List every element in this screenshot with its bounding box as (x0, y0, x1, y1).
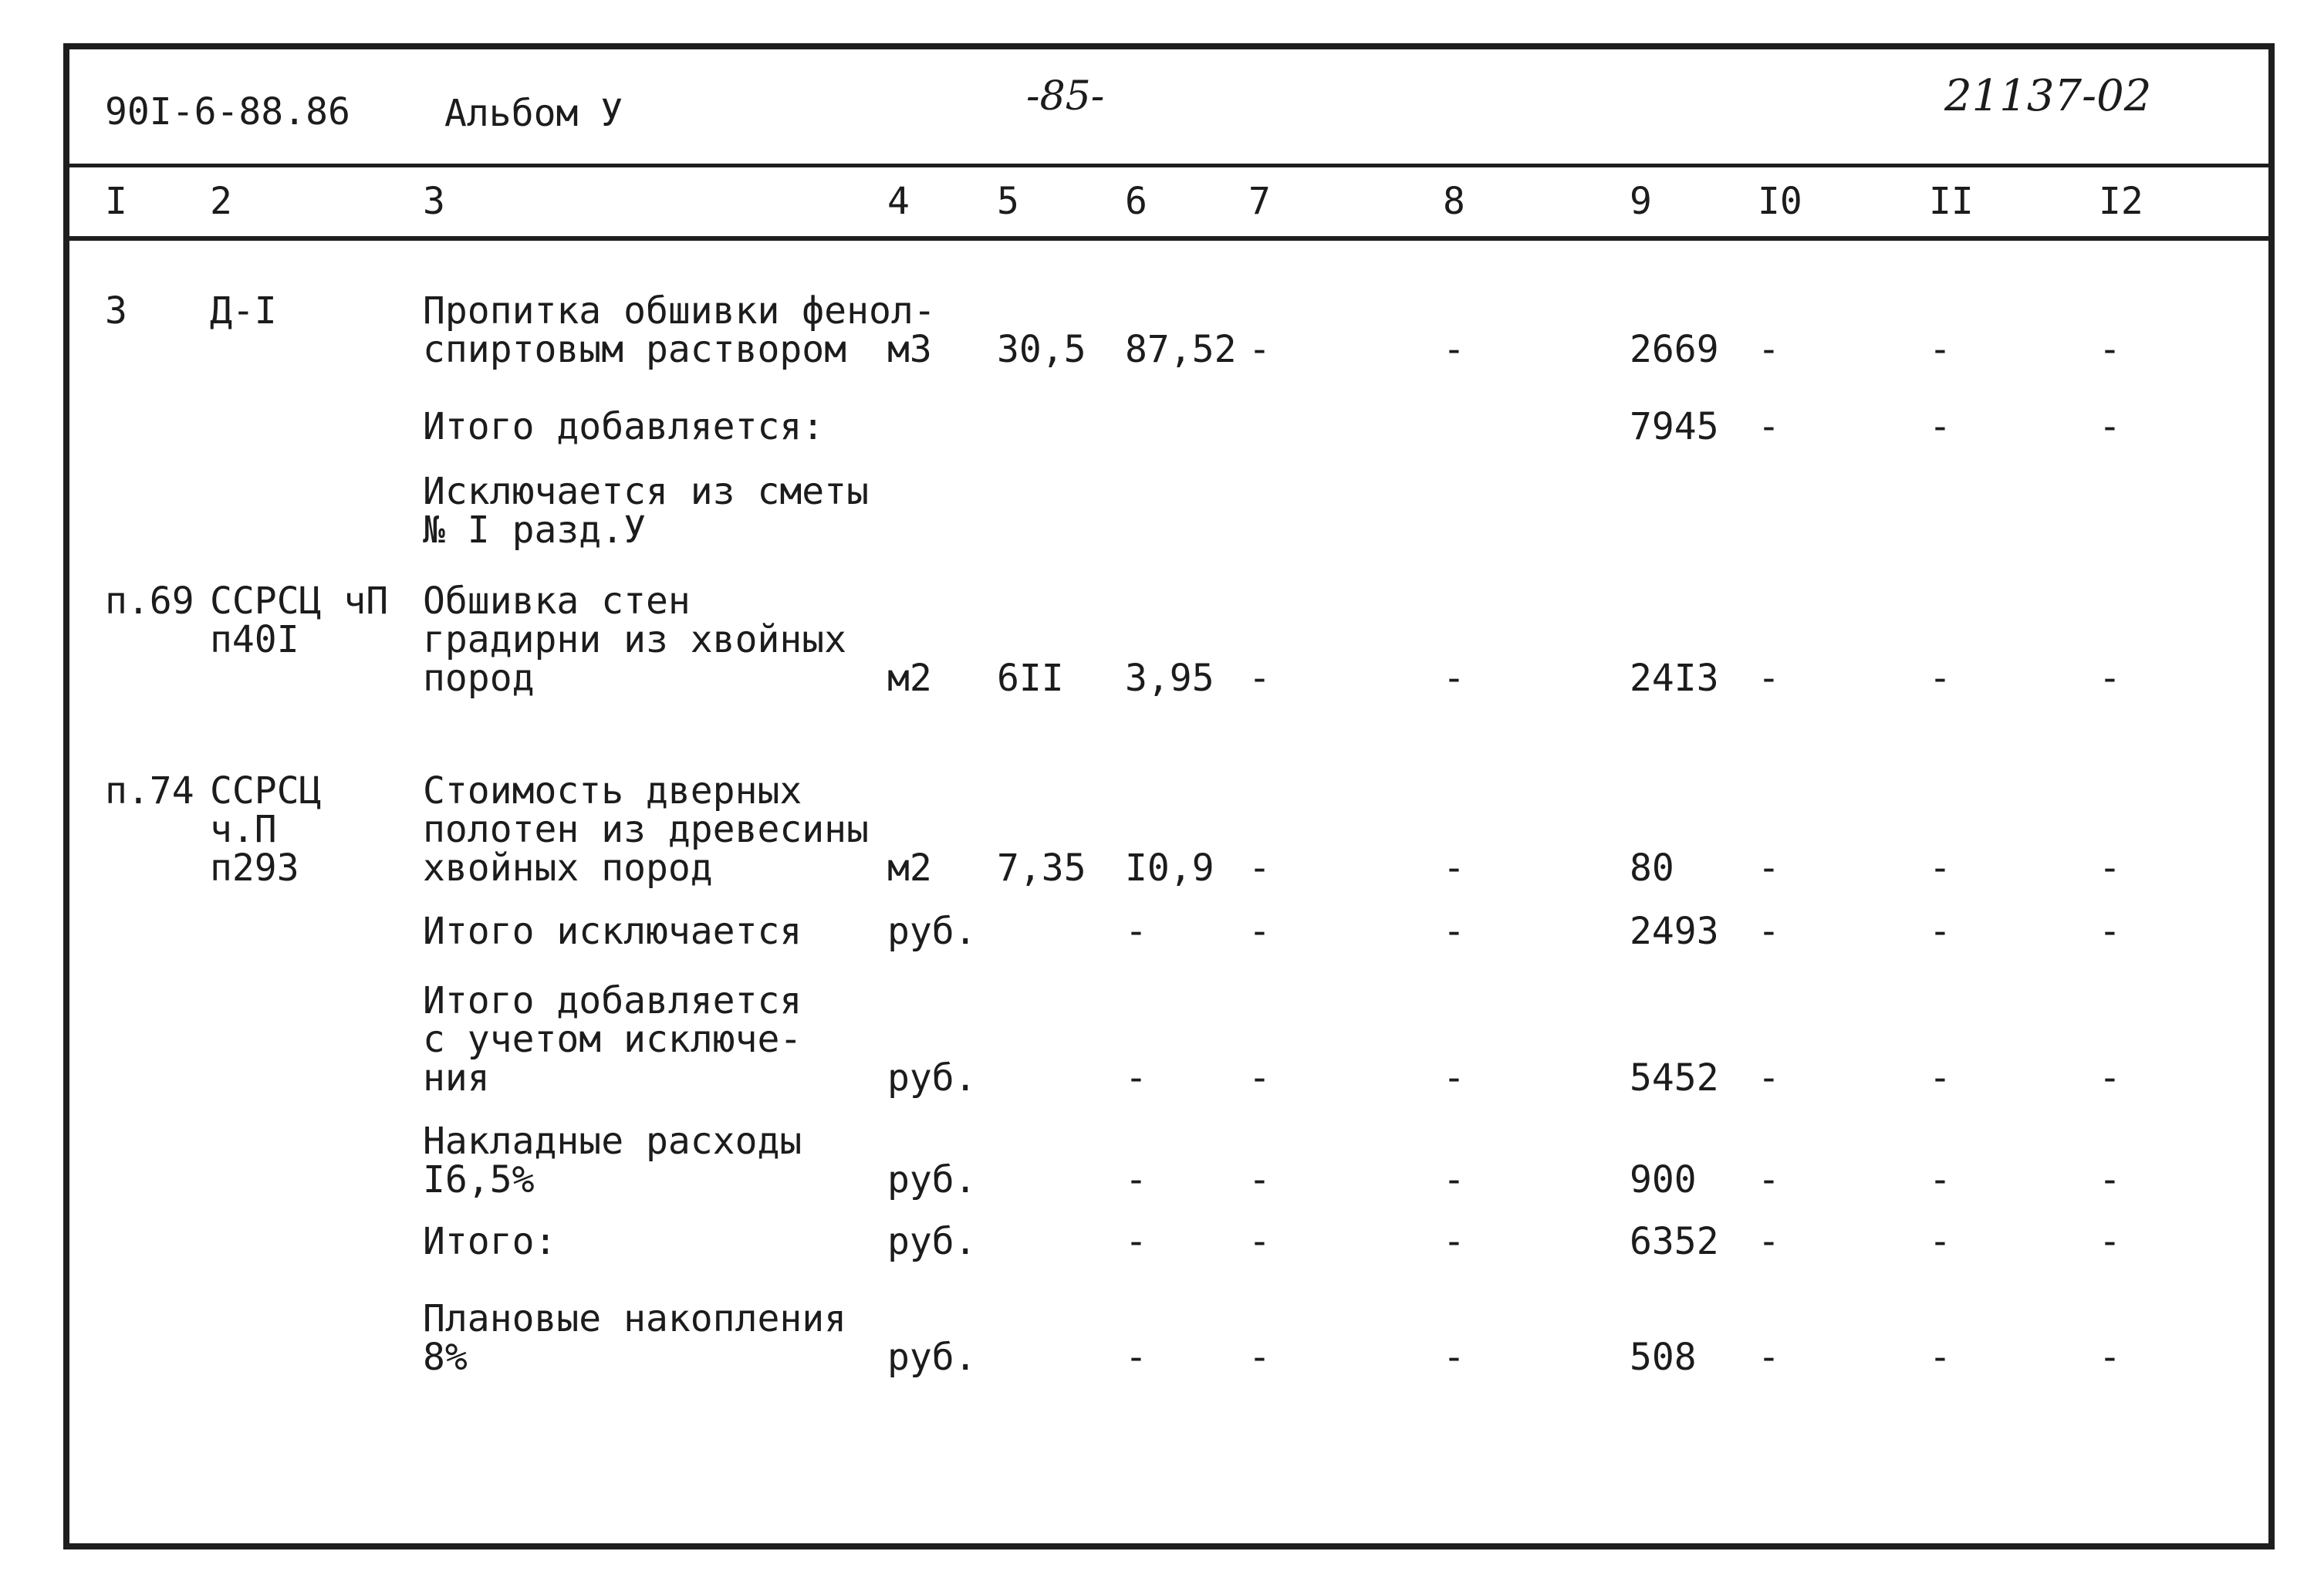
column-number: 9 (1630, 180, 1652, 223)
table-cell: 2669 (1630, 328, 1719, 371)
table-cell: - (1758, 328, 1780, 371)
table-cell: 7945 (1630, 405, 1719, 448)
table-cell: - (2099, 910, 2121, 953)
table-cell: - (1929, 846, 1951, 890)
table-cell: - (1248, 1220, 1271, 1263)
table-cell: 87,52 (1125, 328, 1237, 371)
table-cell: - (1443, 657, 1465, 700)
table-cell: - (1443, 328, 1465, 371)
table-cell: Накладные расходы I6,5% (423, 1120, 802, 1201)
column-number: I0 (1758, 180, 1802, 223)
table-cell: - (2099, 1336, 2121, 1379)
table-cell: руб. (887, 1158, 977, 1201)
table-cell: м2 (887, 657, 932, 700)
table-cell: - (1248, 1056, 1271, 1100)
table-cell: - (1758, 1158, 1780, 1201)
table-cell: - (1125, 1158, 1147, 1201)
header-rule (69, 164, 2268, 167)
column-number: I2 (2099, 180, 2143, 223)
table-cell: - (1929, 1158, 1951, 1201)
table-cell: Итого: (423, 1220, 557, 1263)
column-rule (69, 236, 2268, 241)
column-number: II (1929, 180, 1974, 223)
table-cell: 5452 (1630, 1056, 1719, 1100)
table-cell: - (1248, 1336, 1271, 1379)
table-cell: м3 (887, 328, 932, 371)
column-number: 7 (1248, 180, 1271, 223)
column-number: I (105, 180, 127, 223)
table-cell: - (1443, 910, 1465, 953)
table-cell: м2 (887, 846, 932, 890)
page-number: -85- (1026, 73, 1105, 120)
table-cell: 3 (105, 289, 127, 333)
table-cell: 7,35 (997, 846, 1086, 890)
table-cell: - (1758, 846, 1780, 890)
table-cell: - (2099, 328, 2121, 371)
table-cell: Итого исключается (423, 910, 802, 953)
table-cell: - (1125, 910, 1147, 953)
table-cell: - (1758, 1336, 1780, 1379)
table-cell: 900 (1630, 1158, 1697, 1201)
table-cell: - (1443, 1220, 1465, 1263)
table-cell: Итого добавляется: (423, 405, 825, 448)
table-cell: 6352 (1630, 1220, 1719, 1263)
table-cell: - (1248, 1158, 1271, 1201)
table-cell: - (1758, 657, 1780, 700)
table-cell: - (1443, 1336, 1465, 1379)
table-cell: Исключается из сметы № I разд.У (423, 470, 869, 552)
table-cell: - (1443, 1056, 1465, 1100)
table-cell: - (1125, 1336, 1147, 1379)
table-cell: - (1929, 1220, 1951, 1263)
table-cell: - (1248, 328, 1271, 371)
table-cell: - (2099, 657, 2121, 700)
album-title: Альбом У (444, 92, 623, 135)
table-cell: Д-I (210, 289, 277, 333)
page-frame (63, 43, 2275, 1549)
table-cell: - (1929, 910, 1951, 953)
table-cell: руб. (887, 1056, 977, 1100)
table-cell: - (1929, 405, 1951, 448)
table-cell: 80 (1630, 846, 1674, 890)
table-cell: - (1443, 1158, 1465, 1201)
inventory-number: 21137-02 (1944, 71, 2152, 121)
table-cell: 2493 (1630, 910, 1719, 953)
column-number: 8 (1443, 180, 1465, 223)
table-cell: - (1248, 657, 1271, 700)
table-cell: - (1443, 846, 1465, 890)
table-cell: ССРСЦ ч.П п293 (210, 769, 322, 890)
table-cell: - (1125, 1056, 1147, 1100)
column-number: 3 (423, 180, 445, 223)
table-cell: Плановые накопления 8% (423, 1297, 847, 1379)
table-cell: 6II (997, 657, 1064, 700)
table-cell: - (2099, 405, 2121, 448)
table-cell: - (1248, 846, 1271, 890)
doc-code: 90I-6-88.86 (105, 90, 350, 133)
table-cell: ССРСЦ чП п40I (210, 580, 389, 661)
table-cell: Пропитка обшивки фенол- спиртовым раствором (423, 289, 936, 371)
table-cell: 3,95 (1125, 657, 1214, 700)
table-cell: - (1929, 657, 1951, 700)
table-cell: - (2099, 846, 2121, 890)
table-cell: - (1125, 1220, 1147, 1263)
column-number: 6 (1125, 180, 1147, 223)
table-cell: - (1758, 910, 1780, 953)
column-number: 4 (887, 180, 910, 223)
table-cell: п.74 (105, 769, 194, 813)
table-cell: - (2099, 1158, 2121, 1201)
table-cell: - (1758, 1056, 1780, 1100)
table-cell: - (2099, 1056, 2121, 1100)
column-number: 5 (997, 180, 1019, 223)
table-cell: 508 (1630, 1336, 1697, 1379)
column-number: 2 (210, 180, 232, 223)
table-cell: Итого добавляется с учетом исключе- ния (423, 979, 802, 1100)
table-cell: - (1248, 910, 1271, 953)
table-cell: - (2099, 1220, 2121, 1263)
table-cell: руб. (887, 1220, 977, 1263)
table-cell: Стоимость дверных полотен из древесины хвойных пород (423, 769, 869, 890)
table-cell: - (1929, 1056, 1951, 1100)
table-cell: 24I3 (1630, 657, 1719, 700)
table-cell: 30,5 (997, 328, 1086, 371)
table-cell: - (1929, 1336, 1951, 1379)
table-cell: п.69 (105, 580, 194, 623)
table-cell: руб. (887, 910, 977, 953)
table-cell: - (1929, 328, 1951, 371)
table-cell: - (1758, 405, 1780, 448)
table-cell: - (1758, 1220, 1780, 1263)
table-cell: Обшивка стен градирни из хвойных пород (423, 580, 847, 700)
table-cell: руб. (887, 1336, 977, 1379)
table-cell: I0,9 (1125, 846, 1214, 890)
